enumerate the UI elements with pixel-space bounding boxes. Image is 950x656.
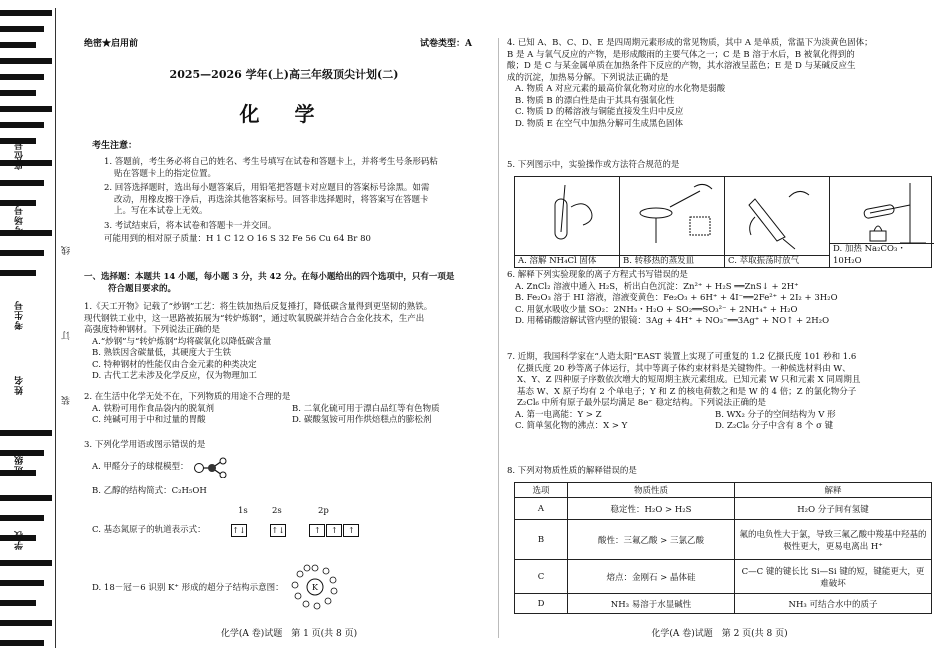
q1-option-c[interactable]: C. 特种钢材的性能仅由合金元素的种类决定 <box>92 359 257 370</box>
binding-stripe <box>0 10 52 16</box>
orbital-box-1s: ↑↓ <box>232 526 246 535</box>
subject-title: 化 学 <box>239 102 329 126</box>
q4-option-b[interactable]: B. 物质 B 的漂白性是由于其具有强氧化性 <box>515 95 675 106</box>
q6-stem: 6. 解释下列实验现象的离子方程式书写错误的是 <box>507 270 688 280</box>
dissolve-tube-icon <box>515 177 619 251</box>
cut-mark-pack: 装 <box>62 395 72 405</box>
q3-stem: 3. 下列化学用语或图示错误的是 <box>84 440 206 450</box>
secret-mark: 绝密★启用前 <box>84 39 139 49</box>
question-7 <box>507 352 935 433</box>
notice-title: 考生注意： <box>92 141 138 151</box>
binding-stripe <box>0 560 52 566</box>
table-cell-explanation: C—C 键的键长比 Si—Si 键的短，键能更大，更难破坏 <box>735 560 932 594</box>
cut-mark-line: 线 <box>62 245 72 255</box>
table-cell-explanation: H₂O 分子间有氢键 <box>735 498 932 520</box>
table-header: 解释 <box>735 483 932 498</box>
table-cell-explanation: NH₃ 可结合水中的质子 <box>735 594 932 614</box>
binding-line <box>55 8 56 648</box>
binding-stripe <box>0 160 52 166</box>
q5-caption-b: B. 转移热的蒸发皿 <box>620 255 724 268</box>
table-row[interactable] <box>515 594 932 614</box>
exam-title: 2025—2026 学年(上)高三年级顶尖计划(二) <box>169 68 399 81</box>
q2-option-a[interactable]: A. 铁粉可用作食品袋内的脱氧剂 <box>92 403 215 414</box>
q5-caption-c: C. 萃取振荡时放气 <box>725 255 829 268</box>
separatory-funnel-icon <box>725 177 829 251</box>
binding-label-class: 班级 <box>15 455 25 475</box>
binding-stripe <box>0 515 44 521</box>
binding-stripe <box>0 620 52 626</box>
q7-stem-line: X、Y、Z 四种原子序数依次增大的短周期主族元素组成。已知元素 W 只和元素 X 同周期且 <box>517 375 861 385</box>
q7-option-a[interactable]: A. 第一电离能：Y > Z <box>515 409 602 420</box>
notice-line: 上。写在本试卷上无效。 <box>114 206 208 216</box>
table-cell-property: 稳定性：H₂O > H₂S <box>568 498 735 520</box>
q4-option-d[interactable]: D. 物质 E 在空气中加热分解可生成黑色固体 <box>515 118 684 129</box>
q8-table <box>514 482 932 614</box>
q1-stem-line: 高强度特种钢材。下列说法正确的是 <box>84 325 221 335</box>
q2-stem: 2. 在生活中化学无处不在，下列物质的用途不合理的是 <box>84 392 291 402</box>
orbital-diagram <box>231 520 360 539</box>
q3-option-a-text: A. 甲醛分子的球棍模型： <box>92 462 189 472</box>
notice-line: 3. 考试结束后，将本试卷和答题卡一并交回。 <box>104 220 277 231</box>
q5-figure-a[interactable] <box>515 177 620 267</box>
q1-stem-line: 1.《天工开物》记载了“炒钢”工艺：将生铁加热后反复捶打，降低碳含量得到更坚韧的熟铁。 <box>84 302 433 312</box>
q1-option-a[interactable]: A.“炒钢”与“转炉炼钢”均将碳氧化以降低碳含量 <box>92 336 272 347</box>
q7-stem-line: 亿摄氏度 20 秒等离子体运行，其中等离子体约束材料是关键物件。一种候选材料由 W、 <box>517 363 851 374</box>
notice-line: 改动，用橡皮擦干净后，再选涂其他答案标号。回答非选择题时，将答案写在答题卡 <box>114 194 429 205</box>
table-cell-property: NH₃ 易溶于水显碱性 <box>568 594 735 614</box>
q5-figure-d[interactable] <box>830 177 934 267</box>
binding-stripe <box>0 230 52 236</box>
table-cell-option: C <box>515 560 568 594</box>
table-row[interactable] <box>515 520 932 560</box>
orbital-label-2s: 2s <box>272 506 282 516</box>
binding-stripe <box>0 580 44 586</box>
notice-line: 2. 回答选择题时，选出每小题答案后，用铅笔把答题卡对应题目的答案标号涂黑。如需 <box>104 183 430 193</box>
q8-stem: 8. 下列对物质性质的解释错误的是 <box>507 466 637 476</box>
table-row[interactable] <box>515 498 932 520</box>
question-6 <box>507 270 932 328</box>
q4-option-c[interactable]: C. 物质 D 的稀溶液与铜能直接发生归中反应 <box>515 107 684 117</box>
binding-stripe <box>0 430 52 436</box>
q1-option-d[interactable]: D. 古代工艺未涉及化学反应，仅为物理加工 <box>92 371 257 381</box>
binding-stripe <box>0 90 36 96</box>
evaporating-dish-icon <box>620 177 724 251</box>
binding-strip <box>0 0 72 656</box>
table-cell-option: A <box>515 498 568 520</box>
table-header: 物质性质 <box>568 483 735 498</box>
binding-label-room: 考场号 <box>15 205 25 235</box>
q4-stem-line: 成的沉淀，加热易分解。下列说法正确的是 <box>507 72 669 83</box>
table-cell-property: 熔点：金刚石 > 晶体硅 <box>568 560 735 594</box>
q5-stem: 5. 下列图示中，实验操作或方法符合规范的是 <box>507 160 680 170</box>
question-1 <box>84 302 496 383</box>
q3-option-c[interactable] <box>92 525 206 537</box>
section-one-heading <box>84 272 494 295</box>
orbital-box-2p: ↑ <box>309 524 325 537</box>
q3-option-a[interactable] <box>92 462 189 474</box>
binding-stripe <box>0 250 44 256</box>
question-2 <box>84 392 496 427</box>
table-cell-explanation: 氟的电负性大于氯，导致三氟乙酸中羧基中羟基的极性更大，更易电离出 H⁺ <box>735 520 932 560</box>
section-one-line2: 符合题目要求的。 <box>108 283 177 294</box>
q3-option-d[interactable]: D. 18－冠－6 识别 K⁺ 形成的超分子结构示意图： <box>92 583 284 593</box>
q6-option-a[interactable]: A. ZnCl₂ 溶液中通入 H₂S，析出白色沉淀：Zn²⁺ + H₂S ══ZnS↓ + 2H⁺ <box>515 281 799 292</box>
binding-label-seat: 座位号 <box>15 140 25 170</box>
q4-stem-line: 酸；D 是 C 与某金属单质在加热条件下反应的产物，其水溶液呈蓝色；E 是 D 与某碱反应生 <box>507 61 856 71</box>
binding-stripe <box>0 106 52 112</box>
q7-stem-line: 7. 近期，我国科学家在“人造太阳”EAST 装置上实现了可重复的 1.2 亿摄氏度 101 秒和 1.6 <box>507 352 857 362</box>
binding-stripe <box>0 640 44 646</box>
crown-ether-k-icon <box>290 562 340 612</box>
atomic-mass-line: 可能用到的相对原子质量：H 1 C 12 O 16 S 32 Fe 56 Cu 64 Br 80 <box>104 234 371 244</box>
table-header: 选项 <box>515 483 568 498</box>
binding-stripe <box>0 270 36 276</box>
q3-option-b[interactable]: B. 乙醇的结构简式：C₂H₅OH <box>92 486 207 496</box>
question-3 <box>84 440 496 452</box>
formaldehyde-ball-stick-icon <box>192 456 232 478</box>
q4-stem-line: B 是 A 与氧气反应的产物，是形成酸雨的主要气体之一；C 是 B 溶于水后，B 被氧化得到的 <box>507 49 855 60</box>
binding-stripe <box>0 495 52 501</box>
heating-tube-icon <box>830 177 934 251</box>
orbital-label-2p: 2p <box>318 506 329 516</box>
table-row[interactable] <box>515 560 932 594</box>
orbital-box-2p: ↑ <box>343 524 359 537</box>
binding-label-id: 考生号 <box>15 300 25 330</box>
q3-option-c-text: C. 基态氮原子的轨道表示式： <box>92 525 206 535</box>
q1-option-b[interactable]: B. 熟铁因含碳量低，其硬度大于生铁 <box>92 348 232 358</box>
notice-line: 1. 答题前，考生务必将自己的姓名、考生号填写在试卷和答题卡上，并将考生号条形码粘 <box>104 157 438 167</box>
paper-type: 试卷类型：A <box>420 39 472 49</box>
q7-option-c[interactable]: C. 简单氢化物的沸点：X > Y <box>515 421 628 431</box>
question-4 <box>507 38 932 130</box>
q5-caption-a: A. 溶解 NH₄Cl 固体 <box>515 255 619 268</box>
page-divider <box>498 38 499 638</box>
table-header-row <box>515 483 932 498</box>
q5-figure-row <box>514 176 932 268</box>
k-ion-label: K <box>312 583 318 592</box>
q7-option-b[interactable]: B. WX₂ 分子的空间结构为 V 形 <box>715 409 836 420</box>
q2-option-c[interactable]: C. 纯碱可用于中和过量的胃酸 <box>92 415 206 425</box>
footer-left: 化学(A 卷)试题 第 1 页(共 8 页) <box>220 629 358 639</box>
binding-label-name: 姓名 <box>15 375 25 395</box>
cut-mark-bind: 订 <box>62 330 72 340</box>
q7-stem-line: 基态 W、X 原子均有 2 个单电子；Y 和 Z 的核电荷数之和是 W 的 4 倍；Z 的氯化物分子 <box>517 386 857 397</box>
table-cell-option: D <box>515 594 568 614</box>
q2-option-b[interactable]: B. 二氧化硫可用于漂白品红等有色物质 <box>292 403 440 414</box>
footer-right: 化学(A 卷)试题 第 2 页(共 8 页) <box>651 629 788 639</box>
q5-figure-b[interactable] <box>620 177 725 267</box>
binding-stripe <box>0 26 44 32</box>
q6-option-b[interactable]: B. Fe₂O₃ 溶于 HI 溶液，溶液变黄色：Fe₂O₃ + 6H⁺ + 4I⁻══2Fe²⁺ + 2I₂ + 3H₂O <box>515 293 838 303</box>
q6-option-d[interactable]: D. 用稀硝酸溶解试管内壁的银镜：3Ag + 4H⁺ + NO₃⁻══3Ag⁺ + NO↑ + 2H₂O <box>515 316 830 326</box>
orbital-box-2p: ↑ <box>326 524 342 537</box>
q4-stem-line: 4. 已知 A、B、C、D、E 是四周期元素形成的常见物质，其中 A 是单质，常温下为淡黄色固体； <box>507 38 873 48</box>
binding-stripe <box>0 180 44 186</box>
binding-stripe <box>0 122 44 128</box>
orbital-label-1s: 1s <box>238 506 248 516</box>
q5-caption-d: D. 加热 Na₂CO₃・10H₂O <box>830 243 934 267</box>
binding-stripe <box>0 74 44 80</box>
q4-option-a[interactable]: A. 物质 A 对应元素的最高价氧化物对应的水化物是弱酸 <box>515 84 726 94</box>
binding-label-school: 学校 <box>15 530 25 550</box>
notice-list <box>104 157 484 246</box>
orbital-box-2s: ↑↓ <box>271 526 285 535</box>
binding-stripe <box>0 42 36 48</box>
q7-option-d[interactable]: D. Z₂Cl₆ 分子中含有 8 个 σ 键 <box>715 421 834 431</box>
q5-figure-c[interactable] <box>725 177 830 267</box>
q1-stem-line: 现代钢铁工业中，这一思路被拓展为“转炉炼钢”，通过吹氧脱碳并结合合金化技术，生产出 <box>84 313 425 324</box>
binding-stripe <box>0 600 36 606</box>
binding-stripe <box>0 58 52 64</box>
table-cell-option: B <box>515 520 568 560</box>
q7-stem-line: Z₂Cl₆ 中所有原子最外层均满足 8e⁻ 稳定结构。下列说法正确的是 <box>517 398 766 408</box>
q6-option-c[interactable]: C. 用氨水吸收少量 SO₂：2NH₃・H₂O + SO₂══SO₃²⁻ + 2NH₄⁺ + H₂O <box>515 304 798 315</box>
section-one-line1: 一、选择题：本题共 14 小题，每小题 3 分，共 42 分。在每小题给出的四个选项中，只有一项是 <box>84 272 455 282</box>
notice-line: 贴在答题卡上的指定位置。 <box>114 168 217 179</box>
table-cell-property: 酸性：三氟乙酸 > 三氯乙酸 <box>568 520 735 560</box>
q2-option-d[interactable]: D. 碳酸氢铵可用作烘焙糕点的膨松剂 <box>292 415 432 425</box>
